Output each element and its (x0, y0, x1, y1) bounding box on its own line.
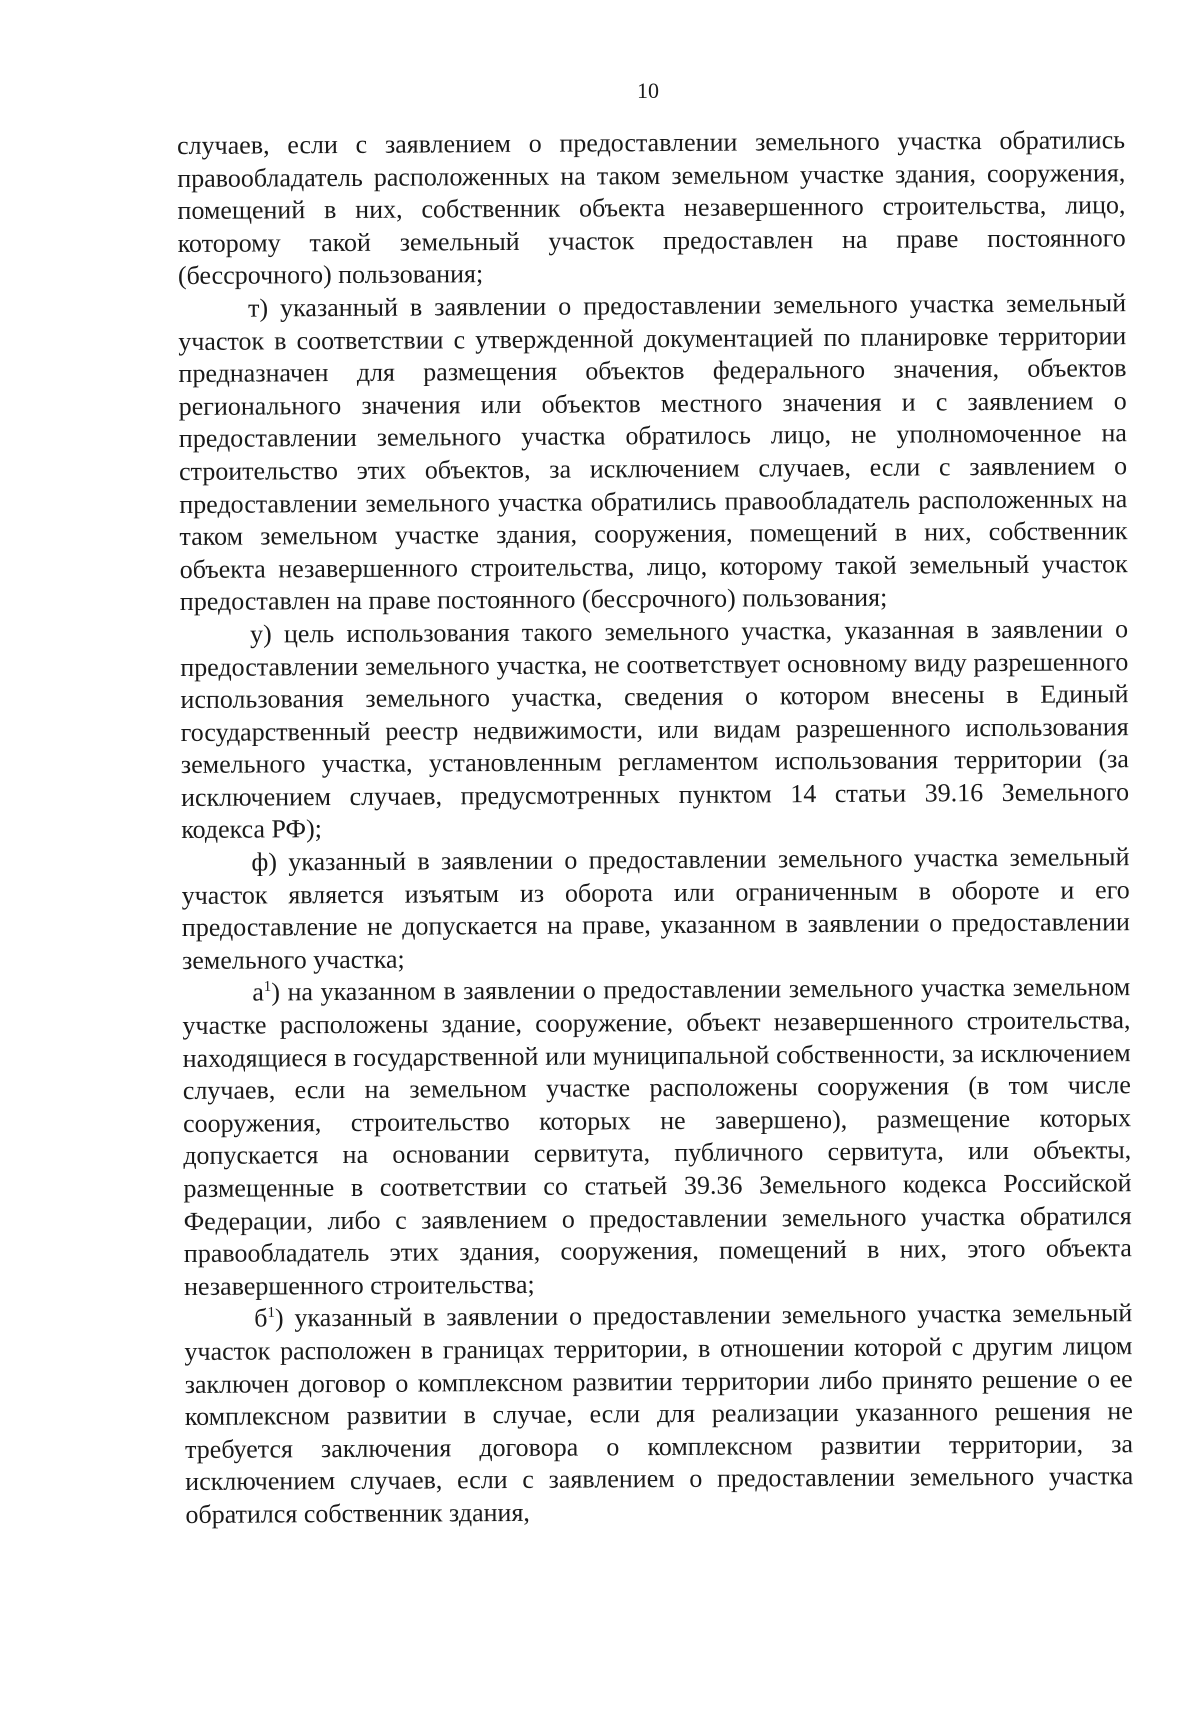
page-number: 10 (637, 78, 659, 103)
paragraph-continuation: случаев, если с заявлением о предоставлении земельного участка обратились правообладатель расположенных на таком земельном участке здания, сооружения, помещений в них, собственник объекта незавершенного строительства, лицо, которому такой земельный участок предоставлен на праве постоянного (бессрочного) пользования; (177, 125, 1126, 291)
paragraph-a1-marker: а (252, 977, 264, 1007)
paragraph-b1-text: ) указанный в заявлении о предоставлении земельного участка земельный участок расположен в границах территории, в отношении которой с другим лицом заключен договор о комплексном развитии территории либо принято решение о ее комплексном развитии в случае, если для реализации указанного решения не требуется заключения договора о комплексном развитии территории, за исключением случаев, если с заявлением о предоставлении земельного участка обратился собственник здания, (184, 1298, 1134, 1529)
paragraph-a1-text: ) на указанном в заявлении о предоставлении земельного участка земельном участке расположены здание, сооружение, объект незавершенного строительства, находящиеся в государственной или муниципальной собственности, за исключением случаев, если на земельном участке расположены сооружения (в том числе сооружения, строительство которых не завершено), размещение которых допускается на основании сервитута, публичного сервитута, или объекты, размещенные в соответствии со статьей 39.36 Земельного кодекса Российской Федерации, либо с заявлением о предоставлении земельного участка обратился правообладатель этих здания, сооружения, помещений в них, этого объекта незавершенного строительства; (182, 972, 1132, 1301)
paragraph-f: ф) указанный в заявлении о предоставлении земельного участка земельный участок является изъятым из оборота или ограниченным в обороте и его предоставление не допускается на праве, указанном в заявлении о предоставлении земельного участка; (181, 842, 1130, 975)
paragraph-b1-marker: б (254, 1303, 268, 1333)
paragraph-b1-superscript: 1 (267, 1305, 276, 1322)
paragraph-u: у) цель использования такого земельного участка, указанная в заявлении о предоставлении земельного участка, не соответствует основному виду разрешенного использования земельного участка, сведения о котором внесены в Единый государственный реестр недвижимости, или видам разрешенного использования земельного участка, установленным регламентом использования территории (за исключением случаев, предусмотренных пунктом 14 статьи 39.16 Земельного кодекса РФ); (180, 614, 1130, 845)
document-body (177, 124, 1134, 1531)
paragraph-t: т) указанный в заявлении о предоставлении земельного участка земельный участок в соответствии с утвержденной документацией по планировке территории предназначен для размещения объектов федерального значения, объектов регионального значения или объектов местного значения и с заявлением о предоставлении земельного участка обратилось лицо, не уполномоченное на строительство этих объектов, за исключением случаев, если с заявлением о предоставлении земельного участка обратились правообладатель расположенных на таком земельном участке здания, сооружения, помещений в них, собственник объекта незавершенного строительства, лицо, которому такой земельный участок предоставлен на праве постоянного (бессрочного) пользования; (178, 288, 1128, 617)
paragraph-b1 (184, 1298, 1133, 1532)
paragraph-a1-superscript: 1 (263, 979, 272, 996)
paragraph-a1 (182, 972, 1132, 1304)
